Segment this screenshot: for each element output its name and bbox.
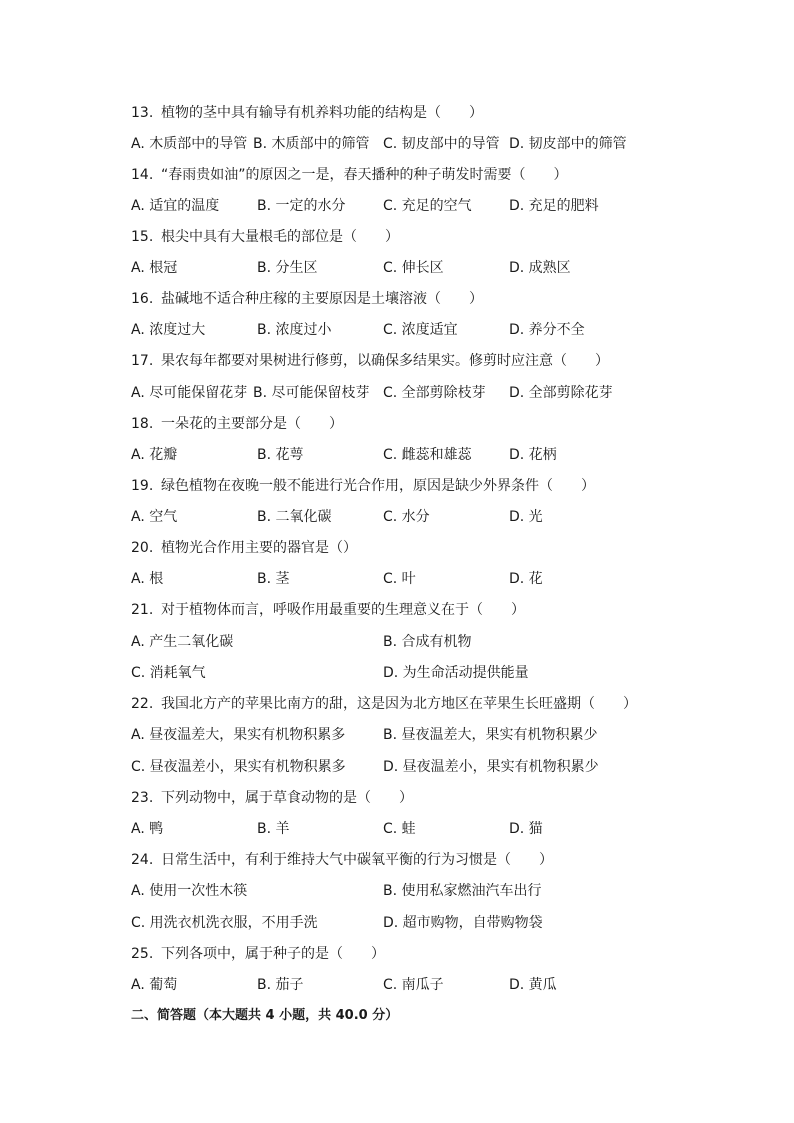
option-d: D. 充足的肥料	[509, 198, 599, 214]
option-c: C. 昼夜温差小，果实有机物积累多	[131, 759, 346, 775]
question-number: 23.	[131, 790, 154, 806]
question-number: 19.	[131, 478, 154, 494]
option-a: A. 葡萄	[131, 977, 178, 993]
option-d: D. 花柄	[509, 447, 557, 463]
question-16	[131, 289, 483, 309]
option-b: B. 分生区	[257, 260, 318, 276]
question-text: 日常生活中，有利于维持大气中碳氧平衡的行为习惯是（ ）	[161, 852, 553, 868]
question-text: 我国北方产的苹果比南方的甜，这是因为北方地区在苹果生长旺盛期（ ）	[161, 696, 637, 712]
question-number: 20.	[131, 540, 154, 556]
option-b: B. 合成有机物	[383, 634, 472, 650]
option-b: B. 使用私家燃油汽车出行	[383, 883, 542, 899]
option-b: B. 浓度过小	[257, 322, 332, 338]
question-text: 植物光合作用主要的器官是（）	[161, 540, 357, 556]
question-number: 25.	[131, 946, 154, 962]
question-text: 根尖中具有大量根毛的部位是（ ）	[161, 229, 399, 245]
question-20	[131, 538, 357, 558]
question-text: 一朵花的主要部分是（ ）	[161, 416, 343, 432]
question-number: 21.	[131, 602, 154, 618]
option-d: D. 养分不全	[509, 322, 585, 338]
option-c: C. 消耗氧气	[131, 665, 206, 681]
option-c: C. 南瓜子	[383, 977, 444, 993]
option-b: B. 羊	[257, 821, 290, 837]
option-d: D. 为生命活动提供能量	[383, 665, 529, 681]
option-a: A. 鸭	[131, 821, 164, 837]
option-d: D. 韧皮部中的筛管	[509, 136, 627, 152]
question-number: 18.	[131, 416, 154, 432]
question-text: 下列各项中，属于种子的是（ ）	[161, 946, 385, 962]
question-number: 14.	[131, 167, 154, 183]
option-c: C. 充足的空气	[383, 198, 472, 214]
option-b: B. 尽可能保留枝芽	[253, 385, 370, 401]
option-a: A. 根冠	[131, 260, 178, 276]
question-22	[131, 694, 637, 714]
option-c: C. 蛙	[383, 821, 416, 837]
option-b: B. 昼夜温差大，果实有机物积累少	[383, 727, 598, 743]
question-text: 绿色植物在夜晚一般不能进行光合作用，原因是缺少外界条件（ ）	[161, 478, 595, 494]
option-d: D. 昼夜温差小，果实有机物积累少	[383, 759, 599, 775]
option-b: B. 茄子	[257, 977, 304, 993]
question-number: 24.	[131, 852, 154, 868]
question-17	[131, 351, 609, 371]
question-text: 对于植物体而言，呼吸作用最重要的生理意义在于（ ）	[161, 602, 525, 618]
option-d: D. 猫	[509, 821, 543, 837]
question-25	[131, 944, 385, 964]
option-a: A. 木质部中的导管	[131, 136, 248, 152]
option-c: C. 韧皮部中的导管	[383, 136, 500, 152]
option-b: B. 木质部中的筛管	[253, 136, 370, 152]
question-number: 16.	[131, 291, 154, 307]
option-c: C. 全部剪除枝芽	[383, 385, 486, 401]
option-a: A. 花瓣	[131, 447, 178, 463]
option-a: A. 根	[131, 571, 164, 587]
question-number: 17.	[131, 353, 154, 369]
question-15	[131, 227, 399, 247]
question-14	[131, 165, 568, 185]
option-a: A. 空气	[131, 509, 178, 525]
option-a: A. 产生二氧化碳	[131, 634, 234, 650]
option-d: D. 花	[509, 571, 543, 587]
option-a: A. 使用一次性木筷	[131, 883, 248, 899]
option-a: A. 浓度过大	[131, 322, 206, 338]
question-text: 果农每年都要对果树进行修剪，以确保多结果实。修剪时应注意（ ）	[161, 353, 609, 369]
option-b: B. 二氧化碳	[257, 509, 332, 525]
question-number: 13.	[131, 105, 154, 121]
option-a: A. 适宜的温度	[131, 198, 220, 214]
option-c: C. 叶	[383, 571, 416, 587]
question-18	[131, 414, 343, 434]
question-23	[131, 788, 413, 808]
option-c: C. 用洗衣机洗衣服，不用手洗	[131, 915, 318, 931]
question-24	[131, 850, 553, 870]
option-b: B. 花萼	[257, 447, 304, 463]
question-number: 15.	[131, 229, 154, 245]
option-b: B. 茎	[257, 571, 290, 587]
option-c: C. 雌蕊和雄蕊	[383, 447, 472, 463]
option-c: C. 水分	[383, 509, 430, 525]
option-d: D. 黄瓜	[509, 977, 557, 993]
option-d: D. 超市购物，自带购物袋	[383, 915, 543, 931]
option-d: D. 光	[509, 509, 543, 525]
question-21	[131, 600, 525, 620]
question-13	[131, 103, 483, 123]
question-19	[131, 476, 595, 496]
section-title: 二、简答题（本大题共 4 小题，共 40.0 分）	[131, 1008, 399, 1023]
question-text: 植物的茎中具有输导有机养料功能的结构是（ ）	[161, 105, 483, 121]
option-d: D. 成熟区	[509, 260, 571, 276]
option-c: C. 伸长区	[383, 260, 444, 276]
question-text: “春雨贵如油”的原因之一是，春天播种的种子萌发时需要（ ）	[161, 167, 568, 183]
option-a: A. 昼夜温差大，果实有机物积累多	[131, 727, 346, 743]
question-number: 22.	[131, 696, 154, 712]
question-text: 盐碱地不适合种庄稼的主要原因是土壤溶液（ ）	[161, 291, 483, 307]
option-b: B. 一定的水分	[257, 198, 346, 214]
option-d: D. 全部剪除花芽	[509, 385, 613, 401]
option-c: C. 浓度适宜	[383, 322, 458, 338]
option-a: A. 尽可能保留花芽	[131, 385, 248, 401]
question-text: 下列动物中，属于草食动物的是（ ）	[161, 790, 413, 806]
